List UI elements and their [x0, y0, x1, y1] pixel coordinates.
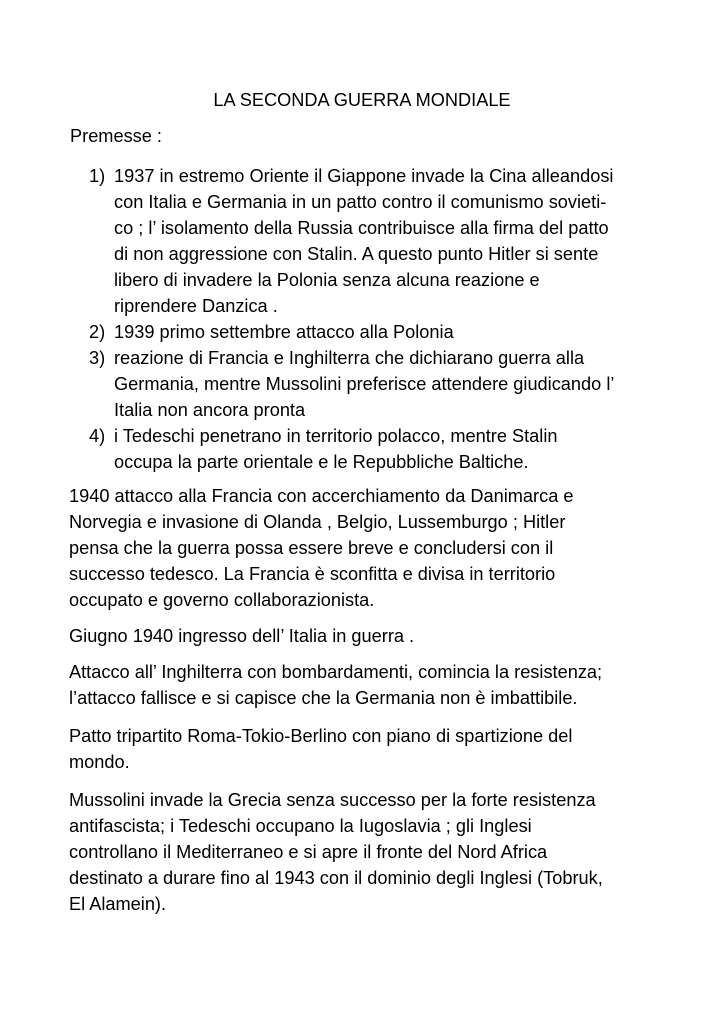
list-item: [0, 163, 724, 319]
paragraph: [69, 723, 689, 775]
paragraph-line: mondo.: [69, 752, 130, 772]
list-item-line: 1939 primo settembre attacco alla Polonia: [114, 322, 454, 342]
list-item-line: reazione di Francia e Inghilterra che dichiarano guerra alla: [114, 348, 585, 368]
list-item-number: 1): [89, 166, 106, 186]
paragraph: [69, 483, 689, 613]
paragraph: [69, 623, 689, 649]
paragraph: [69, 787, 689, 917]
list-item-line: co ; l’ isolamento della Russia contribuisce alla firma del patto: [114, 218, 609, 238]
list-item-line: con Italia e Germania in un patto contro il comunismo sovieti-: [114, 192, 607, 212]
paragraph-line: successo tedesco. La Francia è sconfitta e divisa in territorio: [69, 564, 556, 584]
list-item: [0, 423, 724, 475]
list-item-number: 3): [89, 348, 106, 368]
list-item-number: 2): [89, 322, 106, 342]
paragraph-line: occupato e governo collaborazionista.: [69, 590, 375, 610]
list-item-number: 4): [89, 426, 106, 446]
paragraph-line: Patto tripartito Roma-Tokio-Berlino con piano di spartizione del: [69, 726, 573, 746]
paragraph-line: Norvegia e invasione di Olanda , Belgio, Lussemburgo ; Hitler: [69, 512, 566, 532]
list-item-line: 1937 in estremo Oriente il Giappone invade la Cina alleandosi: [114, 166, 614, 186]
paragraph-line: pensa che la guerra possa essere breve e concludersi con il: [69, 538, 554, 558]
paragraph-line: Mussolini invade la Grecia senza successo per la forte resistenza: [69, 790, 596, 810]
list-item: [0, 319, 724, 345]
paragraph: [69, 659, 689, 711]
list-item-line: riprendere Danzica .: [114, 296, 278, 316]
numbered-list: [0, 163, 724, 475]
paragraph-line: El Alamein).: [69, 894, 167, 914]
list-item-line: i Tedeschi penetrano in territorio polacco, mentre Stalin: [114, 426, 558, 446]
paragraph-line: 1940 attacco alla Francia con accerchiamento da Danimarca e: [69, 486, 574, 506]
list-item: [0, 345, 724, 423]
paragraph-line: Attacco all’ Inghilterra con bombardamenti, comincia la resistenza;: [69, 662, 603, 682]
list-item-line: di non aggressione con Stalin. A questo punto Hitler si sente: [114, 244, 599, 264]
list-item-line: occupa la parte orientale e le Repubbliche Baltiche.: [114, 452, 529, 472]
premesse-heading: Premesse :: [70, 126, 162, 146]
paragraph-line: destinato a durare fino al 1943 con il dominio degli Inglesi (Tobruk,: [69, 868, 603, 888]
list-item-line: Italia non ancora pronta: [114, 400, 306, 420]
list-item-line: libero di invadere la Polonia senza alcuna reazione e: [114, 270, 540, 290]
paragraph-line: antifascista; i Tedeschi occupano la Iugoslavia ; gli Inglesi: [69, 816, 532, 836]
paragraph-line: controllano il Mediterraneo e si apre il fronte del Nord Africa: [69, 842, 548, 862]
list-item-line: Germania, mentre Mussolini preferisce attendere giudicando l’: [114, 374, 615, 394]
paragraph-line: Giugno 1940 ingresso dell’ Italia in guerra .: [69, 626, 415, 646]
page-title: LA SECONDA GUERRA MONDIALE: [213, 90, 511, 110]
paragraph-line: l’attacco fallisce e si capisce che la Germania non è imbattibile.: [69, 688, 578, 708]
